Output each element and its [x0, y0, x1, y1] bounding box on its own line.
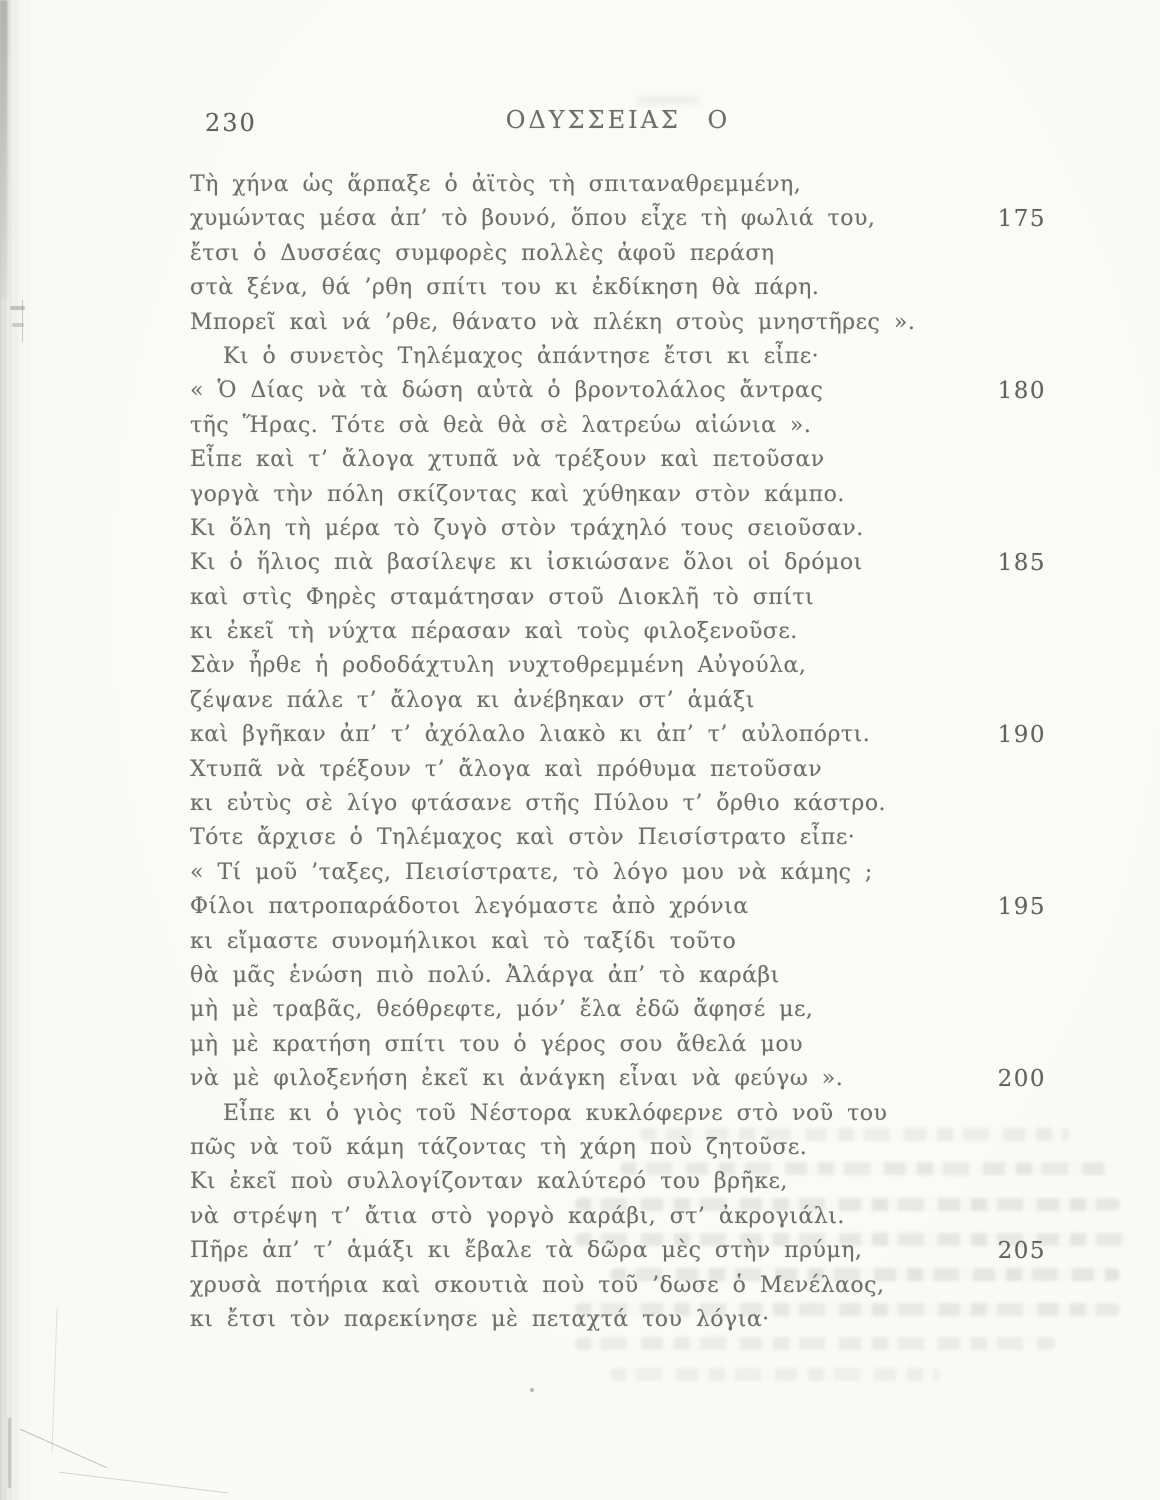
verse-line-number: 190 [997, 722, 1046, 749]
verse-text: Χτυπᾶ νὰ τρέξουν τ’ ἄλογα καὶ πρόθυμα πετοῦσαν [190, 756, 823, 782]
verse-text: Εἶπε κι ὁ γιὸς τοῦ Νέστορα κυκλόφερνε στὸ νοῦ του [223, 1100, 888, 1126]
verse-line [190, 512, 1046, 546]
edge-mark [22, 300, 23, 342]
verse-text: ἔτσι ὁ Δυσσέας συμφορὲς πολλὲς ἀφοῦ περάση [190, 240, 775, 266]
verse-line [190, 443, 1046, 477]
page-curl-line [20, 1429, 107, 1469]
page-edge-shadow-top [0, 0, 8, 300]
verse-line-number: 205 [997, 1238, 1046, 1265]
page-number: 230 [205, 109, 257, 137]
verse-text: Εἶπε καὶ τ’ ἄλογα χτυπᾶ νὰ τρέξουν καὶ πετοῦσαν [190, 447, 825, 473]
verse-line [190, 993, 1046, 1027]
verse-text: « Ὁ Δίας νὰ τὰ δώση αὐτὰ ὁ βροντολάλος ἄντρας [190, 378, 824, 404]
verse-line [190, 1028, 1046, 1062]
bleed-through-artifact [610, 1368, 940, 1381]
verse-line [190, 890, 1046, 924]
verse-block [190, 168, 1046, 1337]
verse-line [190, 409, 1046, 443]
bleed-through-artifact [575, 1337, 1055, 1350]
verse-text: καὶ στὶς Φηρὲς σταμάτησαν στοῦ Διοκλῆ τὸ σπίτι [190, 584, 815, 610]
verse-line [190, 168, 1046, 202]
verse-line [190, 306, 1046, 340]
verse-text: κι ἐκεῖ τὴ νύχτα πέρασαν καὶ τοὺς φιλοξενοῦσε. [190, 619, 798, 645]
verse-line [190, 546, 1046, 580]
page-edge-shadow-bottom [8, 1418, 11, 1488]
verse-line [190, 202, 1046, 236]
verse-line-number: 175 [997, 206, 1046, 233]
verse-text: « Τί μοῦ ’ταξες, Πεισίστρατε, τὸ λόγο μου νὰ κάμης ; [190, 859, 873, 885]
verse-text: Τὴ χήνα ὡς ἅρπαξε ὁ ἀϊτὸς τὴ σπιταναθρεμμένη, [190, 172, 802, 197]
verse-line [190, 340, 1046, 374]
verse-line [190, 478, 1046, 512]
verse-line-number: 195 [997, 894, 1046, 921]
verse-text: νὰ στρέψη τ’ ἄτια στὸ γοργὸ καράβι, στ’ ἀκρογιάλι. [190, 1203, 845, 1229]
ink-speck [530, 1388, 534, 1392]
verse-line [190, 1200, 1046, 1234]
verse-text: πῶς νὰ τοῦ κάμη τάζοντας τὴ χάρη ποὺ ζητοῦσε. [190, 1134, 808, 1160]
verse-text: θὰ μᾶς ἑνώση πιὸ πολύ. Ἀλάργα ἀπ’ τὸ καράβι [190, 962, 780, 988]
verse-line [190, 753, 1046, 787]
verse-line [190, 1269, 1046, 1303]
verse-line [190, 581, 1046, 615]
verse-line [190, 1097, 1046, 1131]
verse-text: χρυσὰ ποτήρια καὶ σκουτιὰ ποὺ τοῦ ’δωσε ὁ Μενέλαος, [190, 1272, 885, 1298]
verse-line [190, 649, 1046, 683]
verse-text: Σὰν ἦρθε ἡ ροδοδάχτυλη νυχτοθρεμμένη Αὐγούλα, [190, 653, 807, 679]
verse-text: χυμώντας μέσα ἀπ’ τὸ βουνό, ὅπου εἶχε τὴ φωλιά του, [190, 206, 876, 232]
verse-line [190, 1234, 1046, 1268]
page-curl-line [51, 1308, 57, 1453]
verse-text: νὰ μὲ φιλοξενήση ἐκεῖ κι ἀνάγκη εἶναι νὰ φεύγω ». [190, 1066, 844, 1092]
verse-line [190, 237, 1046, 271]
verse-line [190, 1165, 1046, 1199]
verse-line [190, 925, 1046, 959]
page-curl-line [59, 1472, 228, 1494]
verse-line [190, 718, 1046, 752]
verse-line [190, 271, 1046, 305]
verse-line [190, 1303, 1046, 1337]
verse-text: κι εὐτὺς σὲ λίγο φτάσανε στῆς Πύλου τ’ ὄρθιο κάστρο. [190, 791, 887, 817]
running-header: ΟΔΥΣΣΕΙΑΣ Ο [505, 106, 731, 134]
verse-text: γοργὰ τὴν πόλη σκίζοντας καὶ χύθηκαν στὸν κάμπο. [190, 481, 845, 507]
verse-line [190, 1062, 1046, 1096]
verse-text: κι ἔτσι τὸν παρεκίνησε μὲ πεταχτά του λόγια· [190, 1306, 770, 1332]
scan-smudge [636, 96, 700, 105]
verse-line [190, 615, 1046, 649]
verse-line [190, 821, 1046, 855]
verse-line [190, 1131, 1046, 1165]
verse-text: ζέψανε πάλε τ’ ἄλογα κι ἀνέβηκαν στ’ ἁμάξι [190, 687, 755, 713]
verse-text: στὰ ξένα, θά ’ρθη σπίτι του κι ἐκδίκηση θὰ πάρη. [190, 275, 820, 301]
verse-text: Κι ὁ συνετὸς Τηλέμαχος ἀπάντησε ἔτσι κι εἶπε· [223, 343, 820, 369]
verse-line [190, 374, 1046, 408]
verse-text: Κι ἐκεῖ ποὺ συλλογίζονταν καλύτερό του βρῆκε, [190, 1169, 788, 1195]
verse-text: μὴ μὲ κρατήση σπίτι του ὁ γέρος σου ἄθελά μου [190, 1031, 803, 1057]
verse-line [190, 684, 1046, 718]
verse-line-number: 185 [997, 550, 1046, 577]
verse-line [190, 856, 1046, 890]
verse-line [190, 959, 1046, 993]
verse-text: τῆς Ἥρας. Τότε σὰ θεὰ θὰ σὲ λατρεύω αἰώνια ». [190, 412, 812, 438]
verse-text: καὶ βγῆκαν ἀπ’ τ’ ἀχόλαλο λιακὸ κι ἀπ’ τ’ αὐλοπόρτι. [190, 722, 871, 748]
verse-text: Τότε ἄρχισε ὁ Τηλέμαχος καὶ στὸν Πεισίστρατο εἶπε· [190, 825, 856, 851]
verse-line [190, 787, 1046, 821]
verse-text: Πῆρε ἀπ’ τ’ ἁμάξι κι ἔβαλε τὰ δῶρα μὲς στὴν πρύμη, [190, 1238, 863, 1264]
verse-text: κι εἴμαστε συνομήλικοι καὶ τὸ ταξίδι τοῦτο [190, 928, 737, 954]
verse-text: μὴ μὲ τραβᾶς, θεόθρεφτε, μόν’ ἔλα ἐδῶ ἄφησέ με, [190, 997, 814, 1023]
verse-text: Κι ὅλη τὴ μέρα τὸ ζυγὸ στὸν τράχηλό τους σειοῦσαν. [190, 515, 864, 541]
verse-line-number: 200 [997, 1066, 1046, 1093]
verse-text: Κι ὁ ἥλιος πιὰ βασίλεψε κι ἰσκιώσανε ὅλοι οἱ δρόμοι [190, 550, 863, 576]
verse-line-number: 180 [997, 378, 1046, 405]
verse-text: Μπορεῖ καὶ νά ’ρθε, θάνατο νὰ πλέκη στοὺς μνηστῆρες ». [190, 309, 916, 335]
verse-text: Φίλοι πατροπαράδοτοι λεγόμαστε ἀπὸ χρόνια [190, 894, 749, 920]
